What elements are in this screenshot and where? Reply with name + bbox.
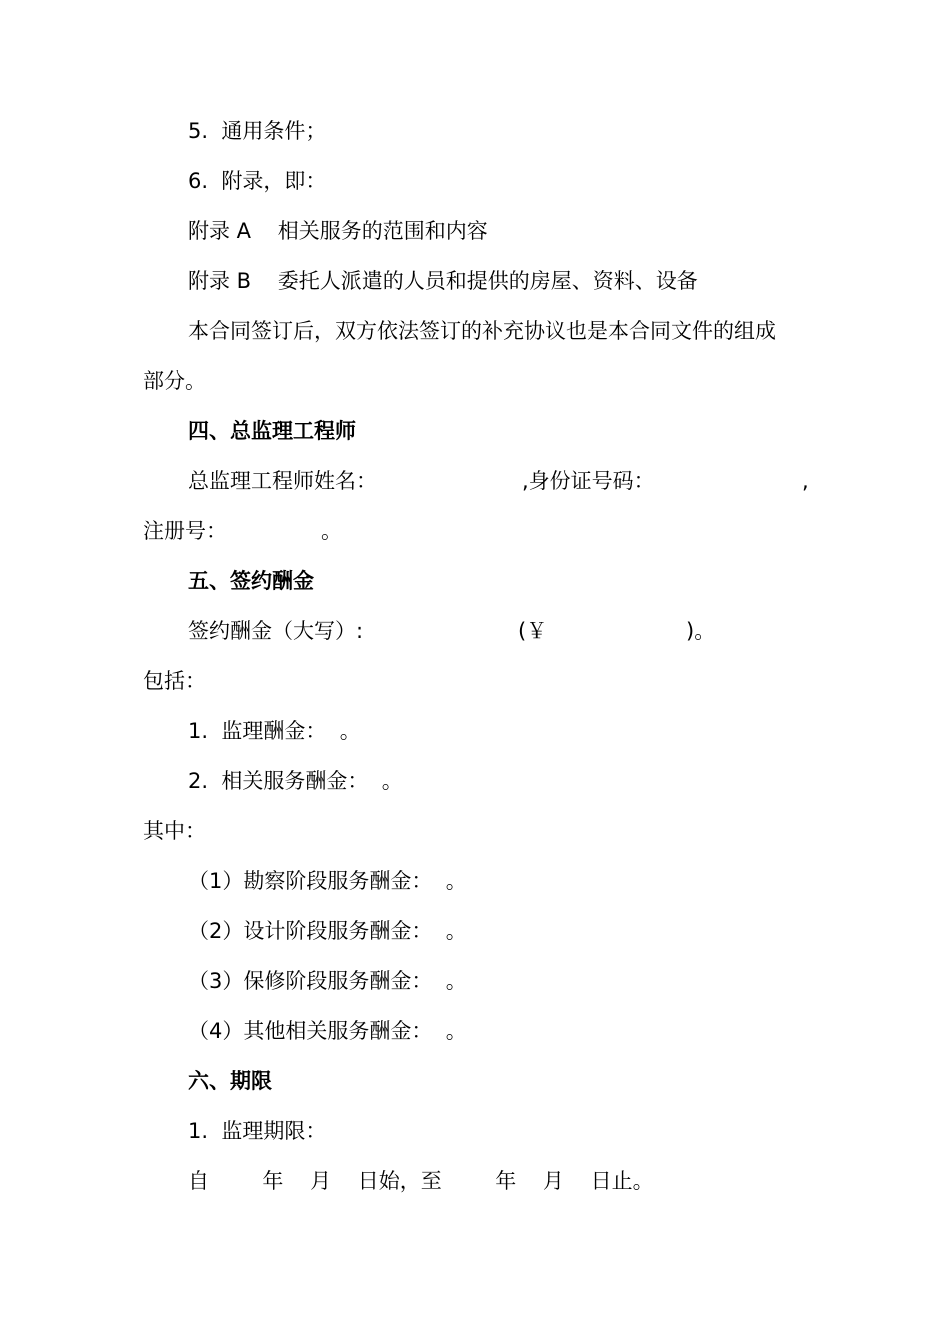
- term-period: 自 年 月 日始，至 年 月 日止。: [188, 1169, 654, 1193]
- sub-item-survey: （1）勘察阶段服务酬金： 。: [188, 869, 467, 893]
- supplement-paragraph-line1: 本合同签订后，双方依法签订的补充协议也是本合同文件的组成: [188, 319, 776, 343]
- registration-label: 注册号：: [143, 519, 227, 543]
- engineer-name-label: 总监理工程师姓名：: [188, 469, 377, 493]
- section-heading-contract-fee: 五、签约酬金: [188, 569, 314, 593]
- section-heading-chief-engineer: 四、总监理工程师: [188, 419, 356, 443]
- fee-yuan-close: )。: [686, 619, 716, 643]
- engineer-id-label: ,身份证号码：: [522, 469, 655, 493]
- section-heading-term: 六、期限: [188, 1069, 272, 1093]
- supplement-paragraph-line2: 部分。: [143, 369, 206, 393]
- registration-end: 。: [321, 519, 342, 543]
- among-label: 其中：: [143, 819, 206, 843]
- including-label: 包括：: [143, 669, 206, 693]
- fee-label: 签约酬金（大写）:: [188, 619, 364, 643]
- list-item-general-conditions: 5. 通用条件；: [188, 119, 327, 143]
- list-item-appendices: 6. 附录，即：: [188, 169, 327, 193]
- sub-item-warranty: （3）保修阶段服务酬金： 。: [188, 969, 467, 993]
- appendix-a: 附录 A 相关服务的范围和内容: [188, 219, 488, 243]
- engineer-id-comma: ,: [802, 469, 809, 493]
- fee-item-supervision: 1. 监理酬金： 。: [188, 719, 361, 743]
- term-item-supervision: 1. 监理期限：: [188, 1119, 327, 1143]
- appendix-b: 附录 B 委托人派遣的人员和提供的房屋、资料、设备: [188, 269, 698, 293]
- fee-yuan-open: (￥: [518, 619, 548, 643]
- sub-item-design: （2）设计阶段服务酬金： 。: [188, 919, 467, 943]
- fee-item-related-services: 2. 相关服务酬金： 。: [188, 769, 403, 793]
- sub-item-other: （4）其他相关服务酬金： 。: [188, 1019, 467, 1043]
